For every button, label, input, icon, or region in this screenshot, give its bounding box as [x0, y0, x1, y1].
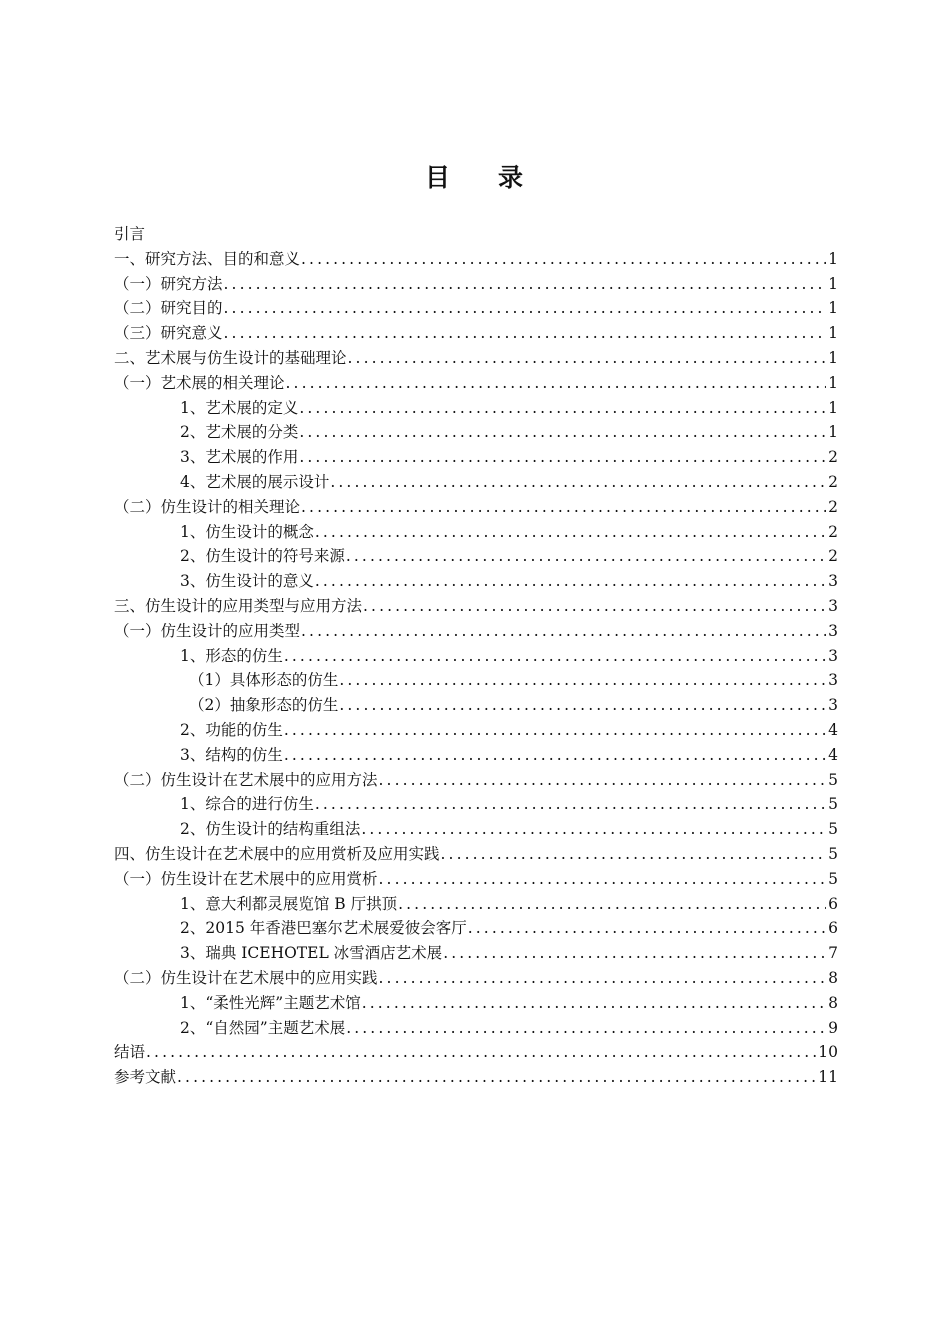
toc-leader-dots	[361, 991, 826, 1016]
toc-entry-label: 四、仿生设计在艺术展中的应用赏析及应用实践	[114, 844, 440, 863]
toc-leader-dots	[467, 916, 826, 941]
toc-entry-page: 1	[828, 249, 838, 268]
toc-entry[interactable]	[114, 668, 838, 693]
toc-entry-label: 参考文献	[114, 1068, 177, 1087]
toc-entry-page: 1	[828, 299, 838, 318]
toc-entry[interactable]	[114, 792, 838, 817]
toc-leader-dots	[345, 1016, 826, 1041]
toc-leader-dots	[378, 966, 827, 991]
toc-leader-dots	[378, 768, 827, 793]
toc-entry-page: 7	[828, 944, 838, 963]
toc-entry[interactable]	[114, 718, 838, 743]
toc-entry[interactable]	[114, 346, 838, 371]
toc-entry-label: （一）仿生设计在艺术展中的应用赏析	[114, 869, 378, 888]
toc-leader-dots	[283, 644, 826, 669]
toc-entry-label: 2、2015 年香港巴塞尔艺术展爱彼会客厅	[180, 919, 467, 938]
toc-entry[interactable]	[114, 420, 838, 445]
page-title	[0, 158, 950, 194]
toc-entry-page: 4	[828, 720, 838, 739]
toc-entry-label: 4、艺术展的展示设计	[180, 472, 330, 491]
toc-leader-dots	[298, 445, 826, 470]
toc-leader-dots	[442, 941, 826, 966]
toc-entry-page: 1	[828, 324, 838, 343]
toc-entry[interactable]	[114, 693, 838, 718]
toc-leader-dots	[347, 346, 827, 371]
toc-entry[interactable]	[114, 1040, 838, 1065]
toc-entry-page: 11	[818, 1068, 838, 1087]
table-of-contents	[114, 222, 838, 1090]
toc-leader-dots	[223, 321, 827, 346]
toc-entry-label: 三、仿生设计的应用类型与应用方法	[114, 596, 363, 615]
toc-entry-label: （二）仿生设计在艺术展中的应用方法	[114, 770, 378, 789]
toc-entry-page: 1	[828, 348, 838, 367]
toc-entry-label: （二）研究目的	[114, 299, 223, 318]
toc-entry[interactable]	[114, 1016, 838, 1041]
toc-entry[interactable]	[114, 371, 838, 396]
toc-leader-dots	[397, 892, 826, 917]
toc-leader-dots	[145, 1040, 816, 1065]
toc-entry-page: 2	[828, 547, 838, 566]
toc-entry[interactable]	[114, 321, 838, 346]
toc-leader-dots	[314, 792, 826, 817]
toc-entry-page: 8	[828, 993, 838, 1012]
toc-entry-label: 2、仿生设计的符号来源	[180, 547, 345, 566]
toc-entry-page: 1	[828, 423, 838, 442]
toc-entry[interactable]	[114, 296, 838, 321]
toc-entry-label: 1、意大利都灵展览馆 B 厅拱顶	[180, 894, 398, 913]
toc-entry[interactable]	[114, 966, 838, 991]
toc-entry[interactable]	[114, 594, 838, 619]
toc-entry-label: 结语	[114, 1043, 146, 1062]
toc-entry-page: 9	[828, 1018, 838, 1037]
toc-leader-dots	[298, 420, 826, 445]
toc-entry-page: 4	[828, 745, 838, 764]
toc-entry-page: 6	[828, 919, 838, 938]
toc-entry-label: （二）仿生设计的相关理论	[114, 497, 301, 516]
toc-entry[interactable]	[114, 941, 838, 966]
toc-entry-page: 5	[828, 844, 838, 863]
toc-leader-dots	[298, 396, 826, 421]
title-char-2: 录	[498, 163, 526, 192]
toc-leader-dots	[360, 817, 826, 842]
toc-entry-page: 5	[828, 795, 838, 814]
toc-entry[interactable]	[114, 396, 838, 421]
toc-leader-dots	[300, 495, 826, 520]
toc-entry-page: 2	[828, 497, 838, 516]
toc-entry[interactable]	[114, 520, 838, 545]
toc-entry-label: 3、结构的仿生	[180, 745, 283, 764]
toc-leader-dots	[440, 842, 827, 867]
toc-entry-label: 引言	[114, 225, 146, 243]
toc-entry-page: 3	[828, 572, 838, 591]
toc-leader-dots	[338, 693, 826, 718]
title-char-1: 目	[424, 163, 452, 192]
toc-entry[interactable]	[114, 569, 838, 594]
toc-entry[interactable]	[114, 470, 838, 495]
toc-entry-label: （2）抽象形态的仿生	[189, 696, 339, 715]
toc-entry-page: 5	[828, 770, 838, 789]
toc-entry-label: （一）研究方法	[114, 274, 223, 293]
toc-entry-page: 5	[828, 869, 838, 888]
toc-entry-page: 3	[828, 646, 838, 665]
toc-entry-label: 2、“自然园”主题艺术展	[180, 1018, 346, 1037]
toc-leader-dots	[378, 867, 827, 892]
toc-entry-page: 5	[828, 820, 838, 839]
toc-entry[interactable]	[114, 892, 838, 917]
toc-entry-label: （1）具体形态的仿生	[189, 671, 339, 690]
toc-entry[interactable]	[114, 272, 838, 297]
toc-entry-label: （一）艺术展的相关理论	[114, 373, 285, 392]
toc-entry-label: （一）仿生设计的应用类型	[114, 621, 301, 640]
toc-entry-page: 2	[828, 448, 838, 467]
toc-entry-page: 3	[828, 621, 838, 640]
toc-leader-dots	[345, 544, 826, 569]
toc-leader-dots	[285, 371, 827, 396]
toc-leader-dots	[283, 718, 826, 743]
toc-leader-dots	[223, 272, 827, 297]
toc-leader-dots	[314, 520, 826, 545]
toc-entry[interactable]	[114, 495, 838, 520]
toc-entry-label: 1、艺术展的定义	[180, 398, 299, 417]
toc-entry-label: 2、仿生设计的结构重组法	[180, 820, 361, 839]
toc-leader-dots	[362, 594, 826, 619]
toc-entry[interactable]	[114, 619, 838, 644]
toc-entry-page: 3	[828, 696, 838, 715]
toc-leader-dots	[300, 247, 826, 272]
toc-entry-label: 1、仿生设计的概念	[180, 522, 314, 541]
toc-leader-dots	[176, 1065, 816, 1090]
toc-entry-page: 10	[818, 1043, 838, 1062]
toc-leader-dots	[329, 470, 826, 495]
toc-entry[interactable]	[114, 222, 838, 247]
toc-entry[interactable]	[114, 916, 838, 941]
toc-entry-label: 3、瑞典 ICEHOTEL 冰雪酒店艺术展	[180, 944, 443, 963]
toc-entry-label: 2、功能的仿生	[180, 720, 283, 739]
toc-leader-dots	[338, 668, 826, 693]
toc-entry-page: 2	[828, 522, 838, 541]
toc-entry-label: 一、研究方法、目的和意义	[114, 249, 301, 268]
toc-leader-dots	[300, 619, 826, 644]
toc-entry[interactable]	[114, 544, 838, 569]
toc-entry-page: 8	[828, 968, 838, 987]
toc-entry[interactable]	[114, 991, 838, 1016]
toc-entry-page: 6	[828, 894, 838, 913]
toc-entry-page: 1	[828, 274, 838, 293]
toc-leader-dots	[314, 569, 826, 594]
toc-entry-page: 3	[828, 671, 838, 690]
toc-entry[interactable]	[114, 842, 838, 867]
toc-entry[interactable]	[114, 1065, 838, 1090]
toc-entry[interactable]	[114, 817, 838, 842]
toc-entry[interactable]	[114, 445, 838, 470]
toc-entry-label: 1、形态的仿生	[180, 646, 283, 665]
toc-entry[interactable]	[114, 644, 838, 669]
toc-entry-page: 3	[828, 596, 838, 615]
toc-entry-label: （二）仿生设计在艺术展中的应用实践	[114, 968, 378, 987]
toc-entry[interactable]	[114, 743, 838, 768]
toc-entry-label: 3、艺术展的作用	[180, 448, 299, 467]
toc-entry-label: 1、“柔性光辉”主题艺术馆	[180, 993, 361, 1012]
toc-entry[interactable]	[114, 867, 838, 892]
toc-entry-page: 1	[828, 373, 838, 392]
toc-entry-label: 2、艺术展的分类	[180, 423, 299, 442]
toc-leader-dots	[223, 296, 827, 321]
toc-entry-label: 1、综合的进行仿生	[180, 795, 314, 814]
toc-entry-label: 3、仿生设计的意义	[180, 572, 314, 591]
toc-entry-page: 2	[828, 472, 838, 491]
toc-entry-label: 二、艺术展与仿生设计的基础理论	[114, 348, 347, 367]
toc-leader-dots	[283, 743, 826, 768]
toc-entry-page: 1	[828, 398, 838, 417]
toc-entry-label: （三）研究意义	[114, 324, 223, 343]
toc-entry[interactable]	[114, 768, 838, 793]
toc-entry[interactable]	[114, 247, 838, 272]
